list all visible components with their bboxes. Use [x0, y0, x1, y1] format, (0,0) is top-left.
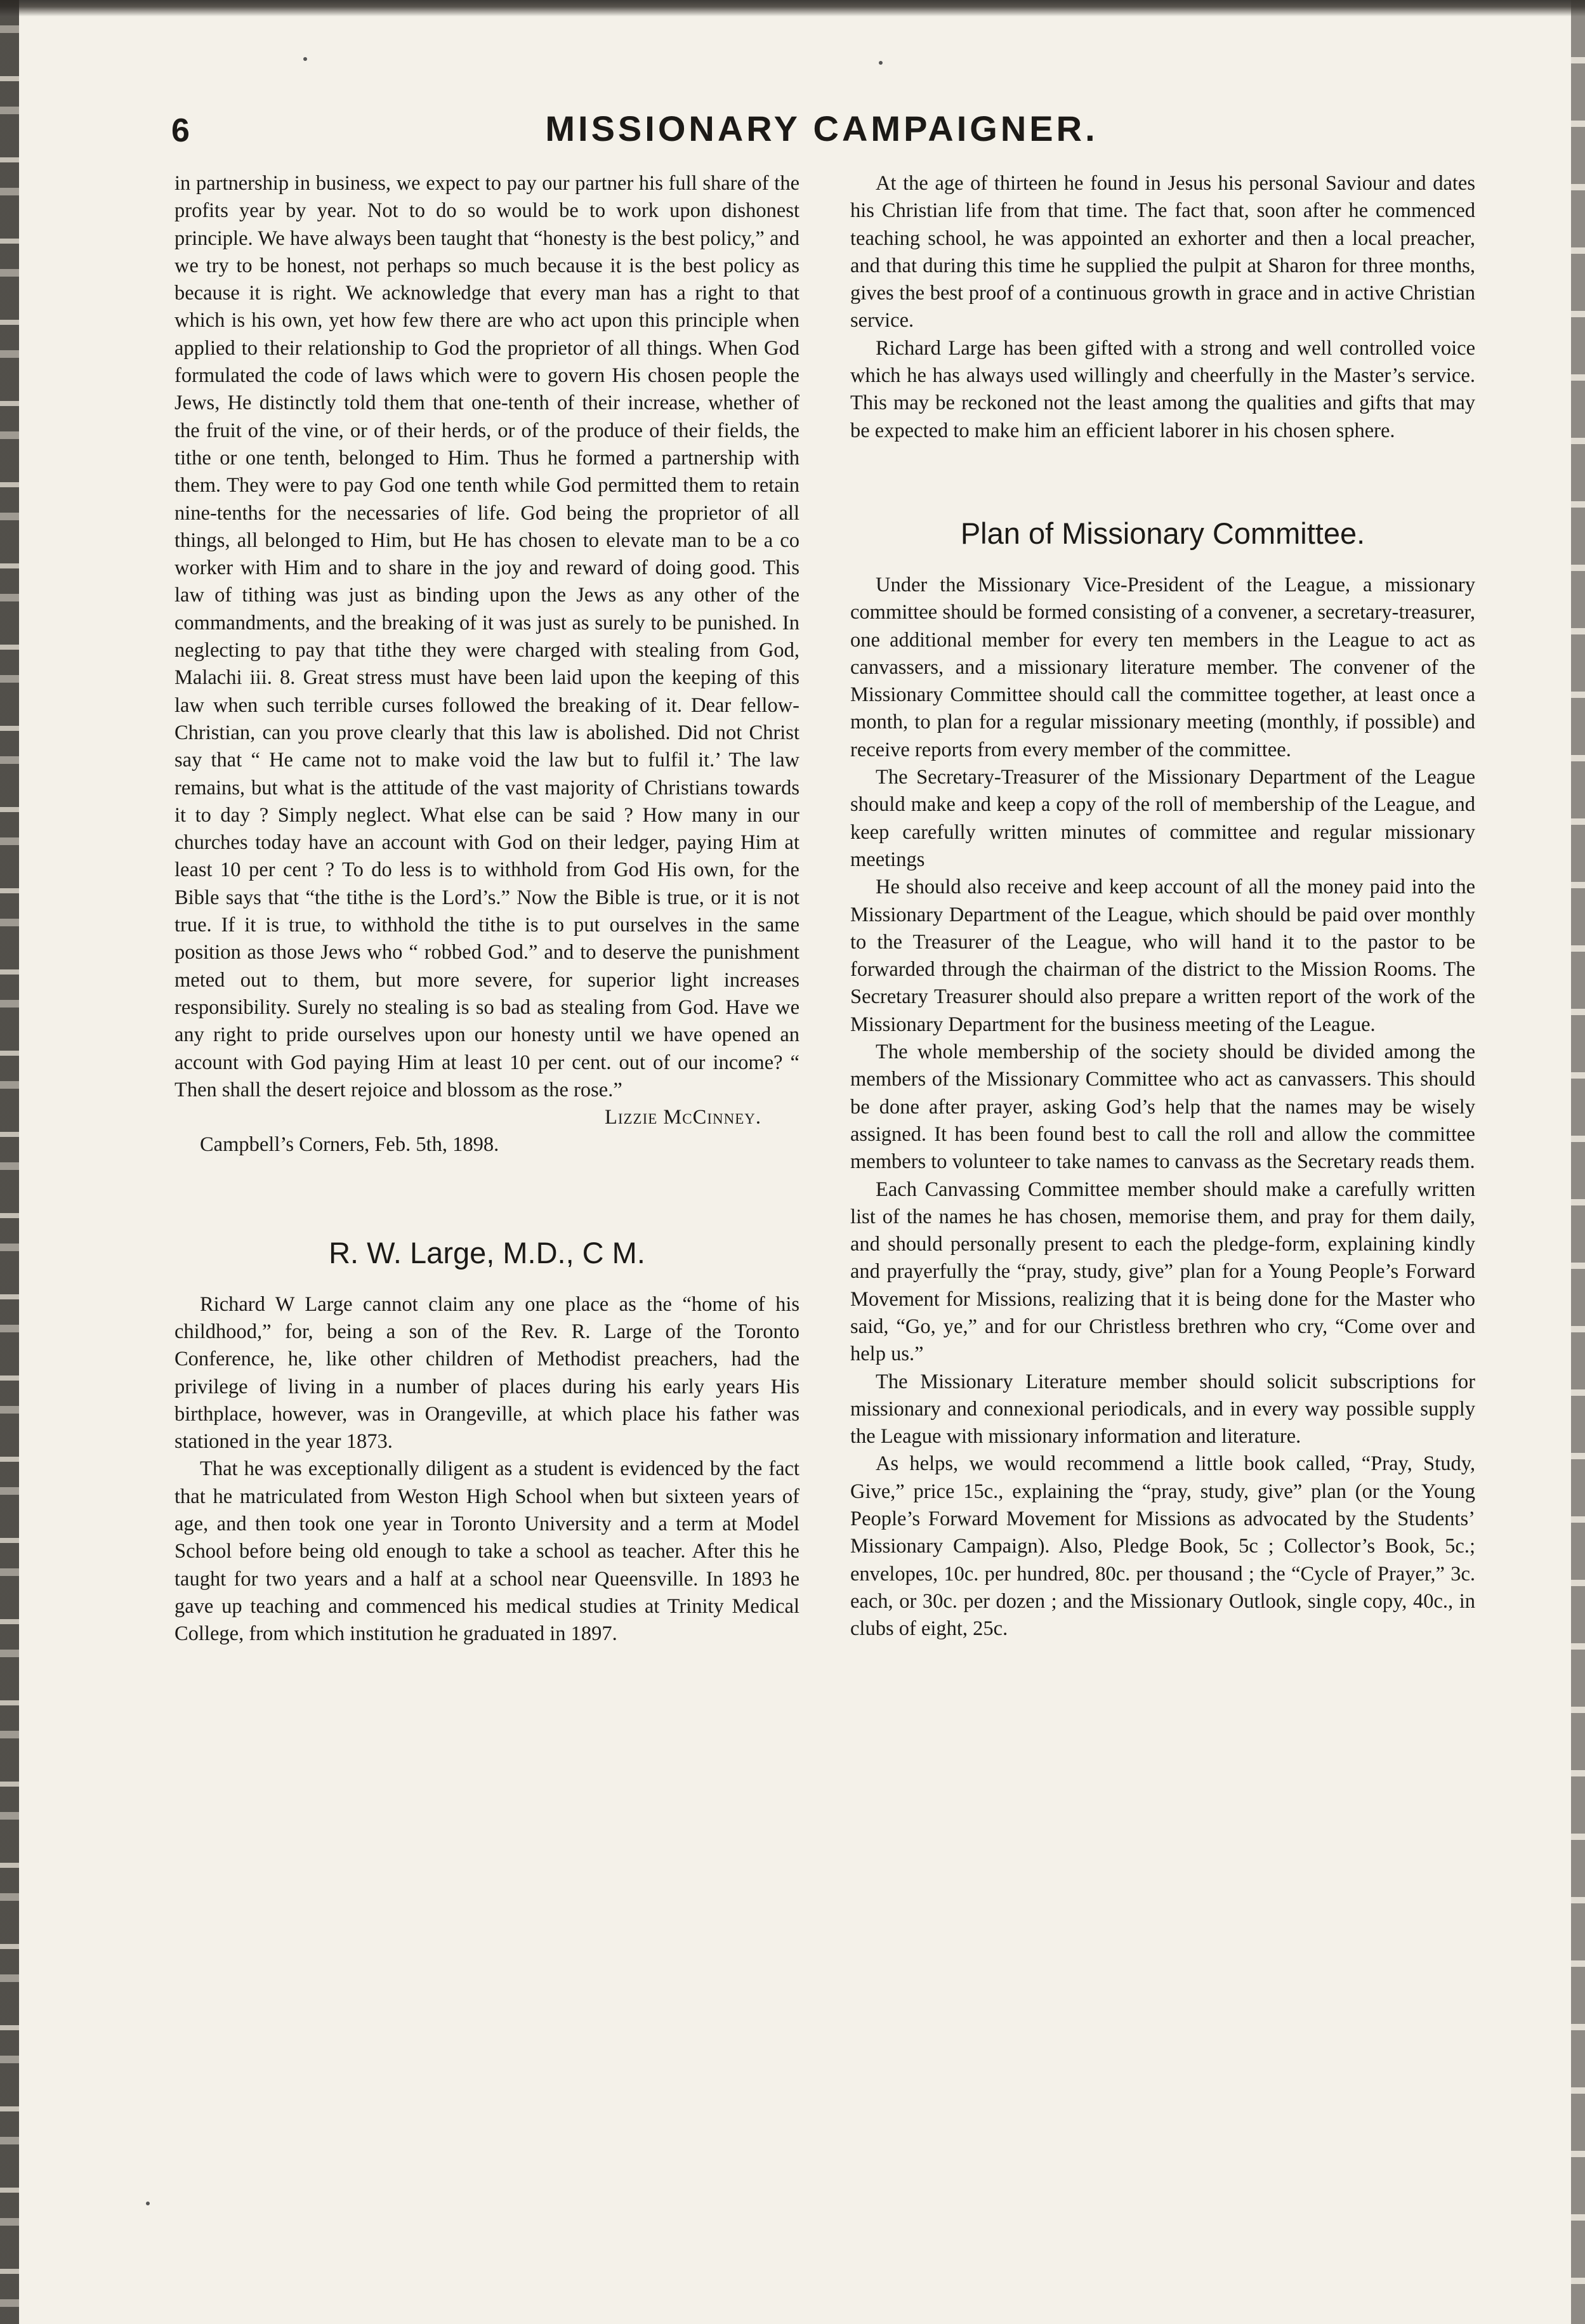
article-paragraph: Each Canvassing Committee member should make a carefully written list of the names he has chosen, memorise them, and pray for them daily, and should personally present to each the pledge-form, explaining kindly and prayerfully the “pray, study, give” plan for a Young People’s Forward Movement for Missions, realizing that it is being done for the Master who said, “Go, ye,” and for our Christless brethren who cry, “Come over and help us.”	[850, 1178, 1475, 1366]
article-paragraph: That he was exceptionally diligent as a student is evidenced by the fact that he matriculated from Weston High School when but sixteen years of age, and then took one year in Toronto University and a term at Model School before being old enough to take a school as teacher. After this he taught for two years and a half at a school near Queensville. In 1893 he gave up teaching and commenced his medical studies at Trinity Medical College, from which institution he graduated in 1897.	[174, 1457, 799, 1646]
article-paragraph: in partnership in business, we expect to pay our partner his full share of the profits year by year. Not to do so would be to work upon dishonest principle. We have always been taught that “honesty is the best policy,” and we try to be honest, not perhaps so much because it is the best policy as because it is right. We acknowledge that every man has a right to that which is his own, yet how few there are who act upon this principle when applied to their relationship to God the proprietor of all things. When God formulated the code of laws which were to govern His chosen people the Jews, He distinctly told them that one-tenth of their increase, whether of the fruit of the vine, or of their herds, or of the produce of their fields, the tithe or one tenth, belonged to Him. Thus he formed a partnership with them. They were to pay God one tenth while God permitted them to retain nine-tenths for the necessaries of life. God being the proprietor of all things, all belonged to Him, but He has chosen to elevate man to be a co worker with Him and to share in the joy and reward of doing good. This law of tithing was just as binding upon the Jews as any other of the commandments, and the breaking of it was just as surely to be punished. In neglecting to pay that tithe they were charged with stealing from God, Malachi iii. 8. Great stress must have been laid upon the keeping of this law when such terrible curses followed the breaking of it. Dear fellow-Christian, can you prove clearly that this law is abolished. Did not Christ say that “ He came not to make void the law but to fulfil it.’ The law remains, but what is the attitude of the vast majority of Christians towards it to day ? Simply neglect. What else can be said ? How many in our churches today have an account with God on their ledger, paying Him at least 10 per cent ? To do less is to withhold from God His own, for the Bible says that “the tithe is the Lord’s.” Now the Bible is true, or it is not true. If it is true, to withhold the tithe is to put ourselves in the same position as those Jews who “ robbed God.” and to deserve the punishment meted out to them, but more severe, for superior light increases responsibility. Surely no stealing is so bad as stealing from God. Have we any right to pride ourselves upon our honesty until we have opened an account with God paying Him at least 10 per cent. out of our income? “ Then shall the desert rejoice and blossom as the rose.”	[174, 172, 799, 1101]
right-column	[850, 170, 1475, 1643]
scan-top-edge	[0, 0, 1585, 16]
article-paragraph: The Secretary-Treasurer of the Missionary Department of the League should make and keep a copy of the roll of membership of the League, and keep carefully written minutes of committee and regular missionary meetings	[850, 766, 1475, 871]
article-paragraph: Under the Missionary Vice-President of the League, a missionary committee should be formed consisting of a convener, a secretary-treasurer, one additional member for every ten members in the League to act as canvassers, and a missionary literature member. The convener of the Missionary Committee should call the committee together, at least once a month, to plan for a regular missionary meeting (monthly, if possible) and receive reports from every member of the committee.	[850, 573, 1475, 761]
article-dateline: Campbell’s Corners, Feb. 5th, 1898.	[200, 1133, 499, 1157]
scan-speck	[146, 2202, 150, 2205]
tithing-article	[174, 170, 799, 1159]
large-biography-article	[174, 1234, 799, 1648]
article-paragraph: He should also receive and keep account of all the money paid into the Missionary Department of the League, which should be paid over monthly to the Treasurer of the League, who will hand it to the pastor to be forwarded through the chairman of the district to the Mission Rooms. The Secretary Treasurer should also prepare a written report of the work of the Missionary Department for the business meeting of the League.	[850, 876, 1475, 1036]
page-header	[171, 108, 1472, 159]
article-paragraph: As helps, we would recommend a little book called, “Pray, Study, Give,” price 15c., explaining the “pray, study, give” plan (or the Young People’s Forward Movement for Missions as advocated by the Students’ Missionary Campaign). Also, Pledge Book, 5c ; Collector’s Book, 5c.; envelopes, 10c. per hundred, 80c. per thousand ; the “Cycle of Prayer,” 3c. each, or 30c. per dozen ; and the Missionary Outlook, single copy, 40c., in clubs of eight, 25c.	[850, 1452, 1475, 1641]
article-paragraph: Richard W Large cannot claim any one place as the “home of his childhood,” for, being a son of the Rev. R. Large of the Toronto Conference, he, like other children of Methodist preachers, had the privilege of living in a number of places during his early years His birthplace, however, was in Orangeville, at which place his father was stationed in the year 1873.	[174, 1292, 799, 1454]
article-paragraph: At the age of thirteen he found in Jesus his personal Saviour and dates his Christian life from that time. The fact that, soon after he commenced teaching school, he was appointed an exhorter and then a local preacher, and that during this time he supplied the pulpit at Sharon for three months, gives the best proof of a continuous growth in grace and in active Christian service.	[850, 172, 1475, 332]
section-heading: R. W. Large, M.D., C M.	[329, 1235, 645, 1270]
left-column	[174, 170, 799, 1648]
large-biography-continued	[850, 170, 1475, 445]
missionary-committee-article	[850, 515, 1475, 1643]
page-number: 6	[171, 112, 190, 149]
running-title: MISSIONARY CAMPAIGNER.	[545, 108, 1098, 148]
scan-speck	[879, 61, 883, 65]
article-paragraph: Richard Large has been gifted with a strong and well controlled voice which he has always used willingly and cheerfully in the Master’s service. This may be reckoned not the least among the qualities and gifts that may be expected to make him an efficient laborer in his chosen sphere.	[850, 336, 1475, 442]
scan-left-edge	[0, 0, 19, 2324]
article-paragraph: The whole membership of the society should be divided among the members of the Missionary Committee who act as canvassers. This should be done after prayer, asking God’s help that the names may be wisely assigned. It has been found best to call the roll and allow the committee members to volunteer to take names to canvass as the Secretary reads them.	[850, 1041, 1475, 1174]
section-heading: Plan of Missionary Committee.	[960, 516, 1365, 550]
scan-right-edge	[1571, 0, 1585, 2324]
author-signature: Lizzie McCinney.	[604, 1106, 761, 1129]
article-paragraph: The Missionary Literature member should solicit subscriptions for missionary and connexional periodicals, and in every way possible supply the League with missionary information and literature.	[850, 1370, 1475, 1448]
scan-speck	[303, 57, 307, 61]
